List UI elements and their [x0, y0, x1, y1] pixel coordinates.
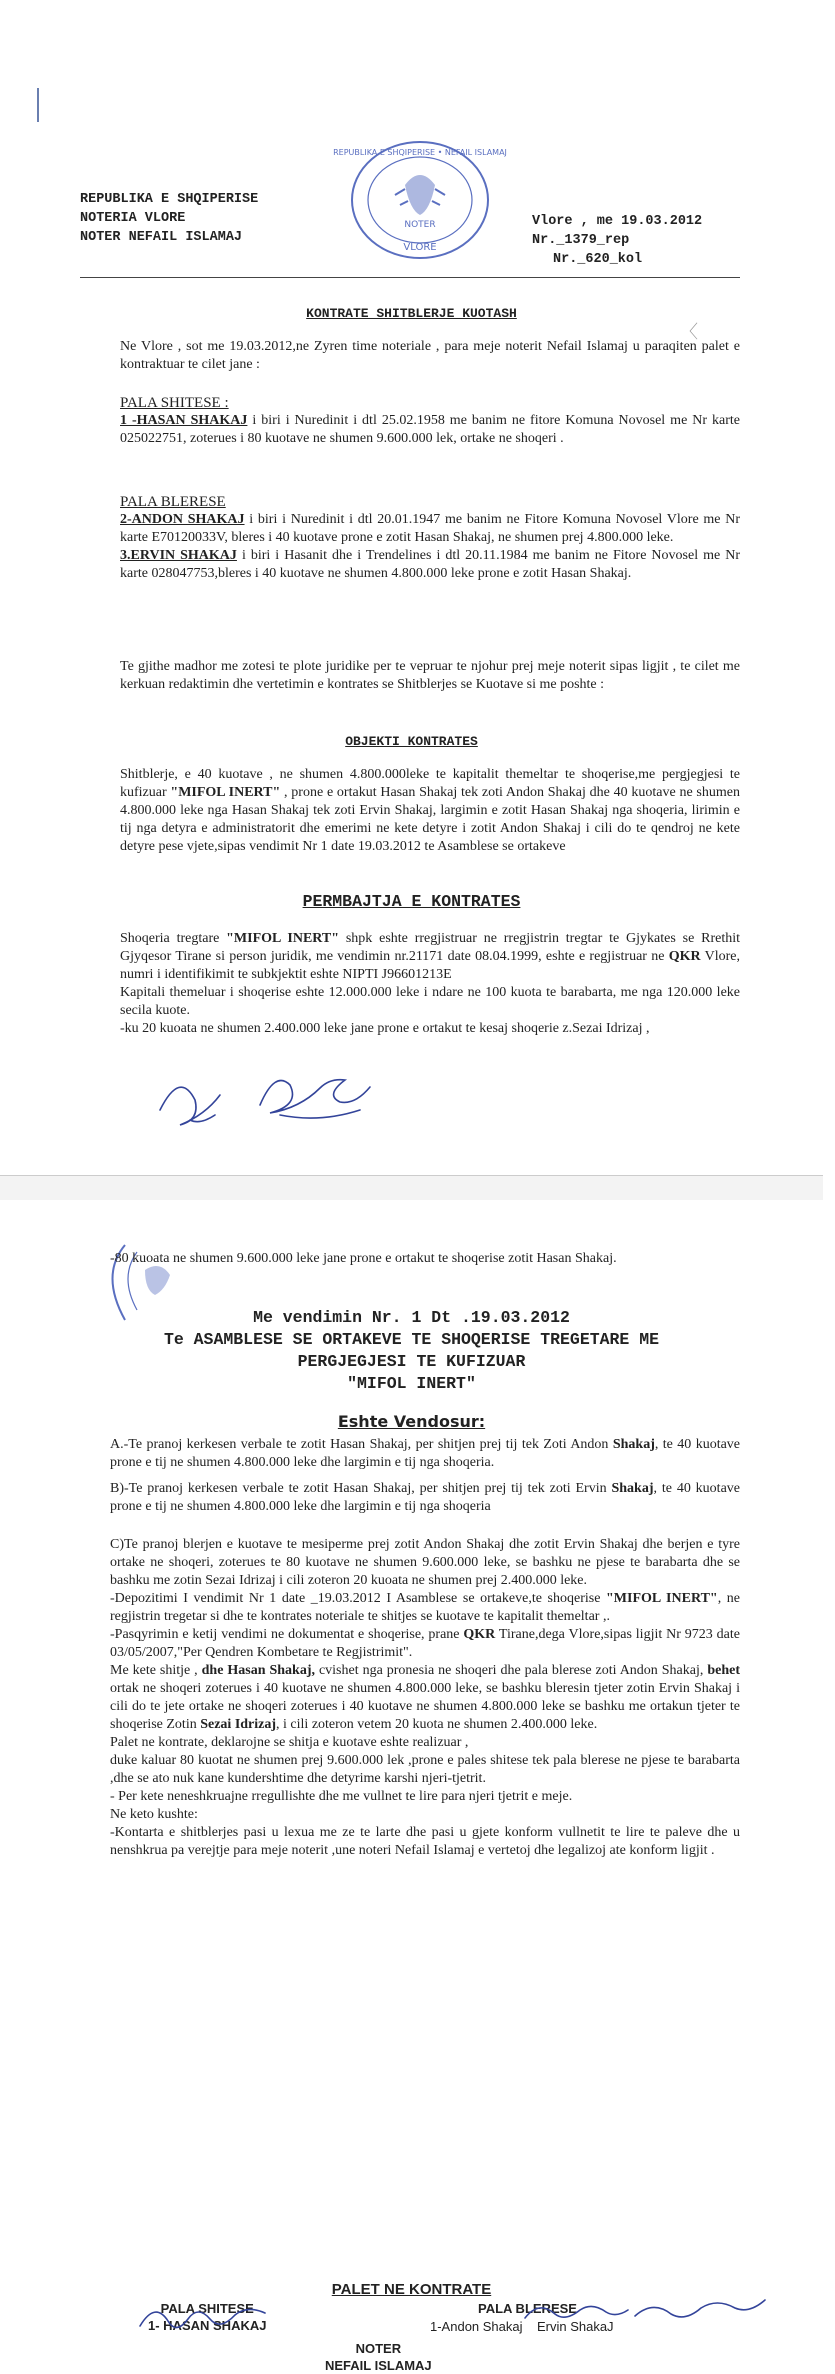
object-pre: Shitblerje, e 40 kuotave , ne shumen 4.800.000leke te kapitalit themeltar te shoqerise,me pergjegjesi te kufizuar [120, 767, 740, 800]
decision-b-post: , te 40 kuotave prone e tij ne shumen 4.800.000 leke dhe largimin e tij nga shoqeria [110, 1481, 740, 1514]
decided-label: Eshte Vendosur: [337, 1412, 486, 1431]
content-qkr: QKR [668, 949, 701, 964]
intro-paragraph: Ne Vlore , sot me 19.03.2012,ne Zyren time noteriale , para meje noterit Nefail Islamaj u paraqiten palet e kontraktuar te cilet jane : [120, 339, 740, 372]
content-1-end: Vlore, numri i identifikimit te subkjektit eshte NIPTI J96601213E [120, 949, 740, 982]
notary-seal [333, 135, 507, 265]
decision-per-kete: - Per kete neneshkruajne rregullishte dhe me vullnet te lire para njeri tjetrit e meje. [110, 1789, 573, 1804]
decision-a-pre: A.-Te pranoj kerkesen verbale te zotit Hasan Shakaj, per shitjen prej tij tek Zoti Andon [110, 1437, 613, 1452]
buyer-3-name: 3.ERVIN SHAKAJ [120, 548, 237, 563]
decision-deposit [110, 1590, 740, 1626]
p2-continuation: -80 kuoata ne shumen 9.600.000 leke jane prone e ortakut te shoqerise zotit Hasan Shakaj. [110, 1251, 617, 1266]
object-title: OBJEKTI KONTRATES [345, 734, 478, 749]
seller-section [120, 394, 740, 448]
decision-ne-keto: Ne keto kushte: [110, 1807, 198, 1822]
decision-heading-2: Te ASAMBLESE SE ORTAKEVE TE SHOQERISE TREGETARE ME [163, 1330, 660, 1349]
parties-title: PALET NE KONTRATE [331, 2281, 492, 2298]
decision-a-post: , te 40 kuotave prone e tij ne shumen 4.800.000 leke dhe largimin e tij nga shoqeria. [110, 1437, 741, 1470]
content-capital: Kapitali themeluar i shoqerise eshte 12.000.000 leke i ndare ne 100 kuota te barabarta, me nga 120.000 leke secila kuote. [120, 985, 740, 1018]
decision-a [110, 1436, 740, 1472]
notary-title: NOTER [355, 2341, 402, 2356]
reflection-qkr: QKR [463, 1627, 496, 1642]
content-title: PERMBAJTJA E KONTRATES [302, 892, 521, 911]
deposit-company-name: "MIFOL INERT" [606, 1591, 718, 1606]
deposit-pre: -Depozitimi I vendimit Nr 1 date _19.03.2012 I Asamblese se ortakeve,te shoqerise [110, 1591, 607, 1606]
page1-signatures [150, 1060, 410, 1140]
contract-title: KONTRATE SHITBLERJE KUOTASH [306, 306, 517, 321]
buyer-3-text: i biri i Hasanit dhe i Trendelines i dtl 20.11.1984 me banim ne Fitore Novosel me Nr karte 028047753,bleres i 40 kuotave ne shumen 4.800.000 leke prone e zotit Hasan Shakaj. [120, 548, 740, 581]
page-separator [0, 1175, 823, 1202]
buyer-2-name: 2-ANDON SHAKAJ [120, 512, 245, 527]
document-page-1 [0, 0, 823, 1175]
header-place-date: Vlore , me 19.03.2012 [532, 214, 703, 229]
decision-heading-3: PERGJEGJESI TE KUFIZUAR [297, 1352, 526, 1371]
header-left [80, 190, 258, 247]
decision-reflection [110, 1626, 740, 1662]
action-3: ortak ne shoqeri zoterues i 40 kuotave ne shumen 4.800.000 leke, se bashku bleresin tjeter zotin Ervin Shakaj i cili do te jete ortake ne shoqeri zoterues i 40 kuotave ne shumen 4.800.000 leke se bashku me ortakun tjeter te shoqerise Zotin [110, 1681, 740, 1732]
decision-duke: duke kaluar 80 kuotat ne shumen prej 9.600.000 lek ,prone e pales shitese tek pala bleresе ne pjese te barabarta ,dhe se ato nuk kane kundershtime dhe detyrime karshi njeri-tjetrit. [110, 1753, 740, 1786]
decision-b-name: Shakaj [611, 1481, 654, 1496]
content-company-name: "MIFOL INERT" [226, 931, 340, 946]
seal-bottom-text: VLORE [403, 242, 437, 253]
deposit-post: , ne regjistrin tregetar si dhe te kontrates noteriale te shitjes se kuotave te kapitalit themeltar ,. [110, 1591, 740, 1624]
decision-a-name: Shakaj [612, 1437, 655, 1452]
object-post: , prone e ortakut Hasan Shakaj tek zoti Andon Shakaj dhe 40 kuotave ne shumen 4.800.000 leke nga Hasan Shakaj tek zoti Ervin Shakaj, largimin e zotit Hasan Shakaj nga shoqeria, lirimin e tij nga detyra e administratorit dhe emerimi ne kete detyre i zotit Andon Shakaj i cili do te qendroj ne kete detyre pese vjete,sipas vendimit Nr 1 date 19.03.2012 te Asamblese se ortakeve [120, 785, 740, 854]
decision-action [110, 1662, 740, 1734]
header-right [532, 212, 702, 269]
content-1-post: shpk eshte rregjistruar ne rregjistrin tregtar te Gjykates se Rrethit Gjyqesor Tirane si person juridik, me vendimin nr.21171 date 08.04.1999, eshte e regjistruar ne [120, 931, 740, 964]
action-name: dhe Hasan Shakaj, [201, 1663, 315, 1678]
seller-1-text: i biri i Nuredinit i dtl 25.02.1958 me banim ne fitore Komuna Novosel me Nr karte 025022751, zoterues i 80 kuotave ne shumen 9.600.000 lek, ortake ne shoqeri . [120, 413, 740, 446]
decision-final: -Kontarta e shitblerjes pasi u lexua me ze te larte dhe pasi u gjete konform vullnetit te lire te paleve dhe u nenshkrua pa verejtje para meje noterit ,une noteri Nefail Islamaj e vertetoj dhe legalizoj ate konform ligjit . [110, 1825, 740, 1858]
object-company-name: "MIFOL INERT" [170, 785, 281, 800]
content-1-pre: Shoqeria tregtare [120, 931, 227, 946]
decision-palet: Palet ne kontrate, deklarojne se shitja e kuotave eshte realizuar , [110, 1735, 469, 1750]
decision-heading-1: Me vendimin Nr. 1 Dt .19.03.2012 [253, 1308, 570, 1327]
notary-name: NEFAIL ISLAMAJ [325, 2358, 432, 2373]
decision-body [110, 1436, 740, 1860]
seller-name: 1- HASAN SHAKAJ [148, 2318, 267, 2333]
seal-center-text: NOTER [404, 220, 436, 230]
reflection-pre: -Pasqyrimin e ketij vendimi ne dokumentat e shoqerise, prane [110, 1627, 464, 1642]
seal-ring-text: REPUBLIKA E SHQIPERISE • NEFAIL ISLAMAJ [333, 148, 507, 157]
buyer-head: PALA BLERESE [478, 2301, 577, 2316]
document-page-2 [0, 1200, 823, 2373]
action-4: , i cili zoteron vetem 20 kuota ne shumen 2.400.000 leke. [276, 1717, 598, 1732]
action-sezai: Sezai Idrizaj [200, 1717, 277, 1732]
page2-signatures-top [135, 2298, 835, 2340]
decision-b [110, 1480, 740, 1516]
header-notary-office: NOTERIA VLORE [80, 211, 186, 226]
header-notary-name: NOTER NEFAIL ISLAMAJ [80, 230, 243, 245]
decision-heading-4: "MIFOL INERT" [347, 1374, 476, 1393]
header-rep-number: Nr._1379_rep [532, 233, 630, 248]
capacity-paragraph: Te gjithe madhor me zotesi te plote juridike per te vepruar te njohur prej meje noterit sipas ligjit , te cilet me kerkuan redaktimin dhe vertetimin e kontrates se Shitblerjes se Kuotave si me poshte : [120, 659, 740, 692]
header-divider [80, 277, 740, 278]
seller-head: PALA SHITESE [160, 2301, 254, 2316]
reflection-post: Tirane,dega Vlore,sipas ligjit Nr 9723 date 03/05/2007,"Per Qendren Kombetare te Regjistrimit". [110, 1627, 740, 1660]
buyer-names: 1-Andon Shakaj Ervin ShakaJ [430, 2319, 614, 2334]
header-republic: REPUBLIKA E SHQIPERISE [80, 192, 259, 207]
seller-1-name: 1 -HASAN SHAKAJ [120, 413, 248, 428]
decision-b-pre: B)-Te pranoj kerkesen verbale te zotit Hasan Shakaj, per shitjen prej tij tek zoti Ervin [110, 1481, 612, 1496]
corner-mark: 〈 [680, 322, 698, 342]
decision-c: C)Te pranoj blerjen e kuotave te mesiperme prej zotit Andon Shakaj dhe zotit Ervin Shakaj dhe berjen e tyre ortake ne shoqeri, zoterues te 80 kuotave ne shumen 9.600.000 leke, se bashku ne pjese te barabarta dhe se bashku me zotin Sezai Idrizaj i cili zoteron 20 kuoata ne shumen prej 2.400.000 leke. [110, 1537, 740, 1588]
content-paragraph [120, 930, 740, 1038]
content-sezai-quotas: -ku 20 kuoata ne shumen 2.400.000 leke jane prone e ortakut te kesaj shoqerie z.Sezai Idrizaj , [120, 1021, 650, 1036]
notary-block [325, 2340, 432, 2374]
scan-mark [37, 88, 39, 122]
action-behet: behet [707, 1663, 740, 1678]
action-2: cvishet nga pronesia ne shoqeri dhe pala bleresе zoti Andon Shakaj, [315, 1663, 708, 1678]
buyer-section [120, 493, 740, 583]
action-1: Me kete shitje , [110, 1663, 202, 1678]
buyer-2-text: i biri i Nuredinit i dtl 20.01.1947 me banim ne Fitore Komuna Novosel Vlore me Nr karte E70120033V, bleres i 40 kuotave prone e zotit Hasan Shakaj, ne shumen prej 4.800.000 leke. [120, 512, 741, 545]
seller-label: PALA SHITESE : [120, 395, 229, 411]
header-kol-number: Nr._620_kol [553, 252, 643, 267]
object-paragraph [120, 766, 740, 856]
buyer-label: PALA BLERESE [120, 494, 226, 510]
